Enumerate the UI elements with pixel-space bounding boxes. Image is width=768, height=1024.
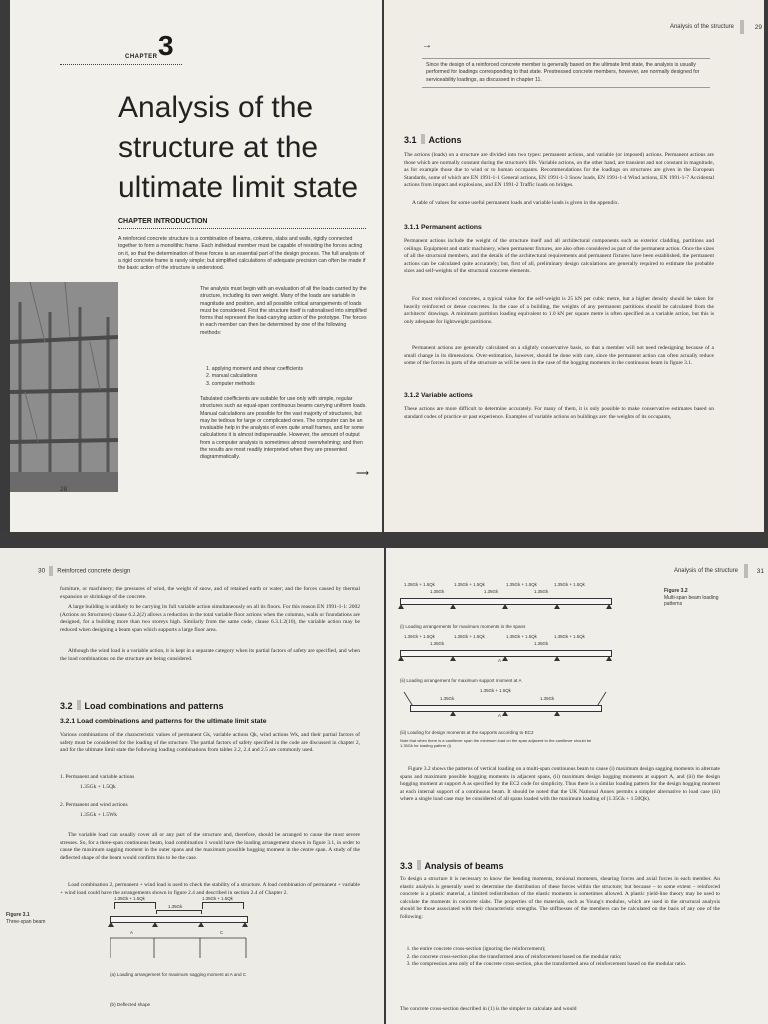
- load-label-low: 1.35Gk: [484, 589, 499, 594]
- support-icon: [450, 656, 456, 661]
- support-icon: [108, 922, 114, 927]
- figure-caption: Three-span beam: [6, 919, 46, 925]
- section-3-1-2-heading: 3.1.2 Variable actions: [404, 392, 473, 399]
- figure-note: Note that when there is a cantilever span the minimum load on the span adjacent to the cantilever should be 1.35Gk for loading pattern (i): [400, 738, 592, 748]
- bottom-spread: [0, 548, 768, 1024]
- building-frame-image: [10, 282, 118, 492]
- intro-paragraph-3: Tabulated coefficients are suitable for use only with simple, regular structures such as equal-span continuous beams carrying uniform loads. Manual calculations are possible for the vast majority of structures, but may be tedious for large or complicated ones. The computer can be an invaluable help in the analysis of even quite small frames, and for some calculations it is almost indispensable. However, the amount of output from a computer analysis is sometimes almost overwhelming; and then the results are most readily interpreted when they are presented diagrammatically.: [200, 396, 367, 461]
- chapter-label: CHAPTER: [125, 54, 158, 60]
- load-label-low: 1.35Gk: [534, 641, 549, 646]
- intro-paragraph-2: The analysis must begin with an evaluation of all the loads carried by the structure, including its own weight. Many of the loads are variable in magnitude and position, and all possible critical arrangements of loads must be considered. First the structure itself is rationalised into simplified forms that represent the load-carrying action of the prototype. The forces in each member can then be determined by one of the following methods:: [200, 286, 367, 336]
- point-c-label: C: [220, 930, 224, 935]
- load-label-mid: 1.35Gk: [168, 904, 183, 909]
- page-30: [0, 548, 384, 1024]
- support-icon: [398, 604, 404, 609]
- figure-subcaption-iii: (iii) Loading for design moments at the supports according to EC2: [400, 730, 534, 735]
- stiffness-list: [400, 946, 720, 969]
- support-a-label: A: [498, 713, 501, 718]
- load-label-low: 1.35Gk: [430, 641, 445, 646]
- page-number: 31: [756, 568, 764, 575]
- combo-2-label: 2. Permanent and wind actions: [60, 802, 128, 808]
- support-icon: [502, 711, 508, 716]
- section-title: Load combinations and patterns: [84, 701, 224, 711]
- section-number: 3.3: [400, 861, 413, 871]
- note-box: Since the design of a reinforced concrete member is generally based on the ultimate limit state, the analysis is usually performed for loadings corresponding to that state. Prestressed concrete members, however, are normally designed for serviceability loadings, as discussed in chapter 11.: [422, 58, 710, 88]
- chapter-title-line3: ultimate limit state: [118, 171, 359, 204]
- paragraph-1: Figure 3.2 shows the patterns of vertical loading on a multi-span continuous beam to cause (i) maximum design sagging moments in alternate spans and maximum possible hogging moments in adjacent spans, (ii) maximum design hogging moments at support A, and (iii) the design hogging moment at support A as specified by the EC2 code for simplicity. Thus there is a similar loading pattern for the design hogging moment at each internal support of a continuous beam. It should be noted that the UK National Annex permits a simpler alternative to load case (iii) where a single load case may be considered of all spans loaded with the maximum loading of (1.35Gk + 1.50Qk).: [400, 766, 720, 802]
- figure-3-2-iii: [400, 688, 650, 762]
- header-bar: [744, 564, 748, 578]
- section-bar: [77, 700, 81, 710]
- running-header: Analysis of the structure: [673, 568, 738, 574]
- load-label-low: 1.35Gk: [540, 696, 555, 701]
- page-28: [10, 0, 382, 532]
- section-title: Analysis of beams: [424, 861, 504, 871]
- load-label-low: 1.35Gk: [430, 589, 445, 594]
- section-3-2-1-text-2: The variable load can usually cover all or any part of the structure and, therefore, should be arranged to cause the most severe stresses. So, for a three-span continuous beam, load combination 1 would have the loading arrangement shown in figure 3.1, in order to cause the maximum sagging moment in the outer spans and the maximum possible hogging moment in the centre span. A study of the deflected shape of the beam would confirm this to be the case.: [60, 832, 360, 861]
- point-a-label: A: [130, 930, 133, 935]
- support-icon: [554, 711, 560, 716]
- support-icon: [554, 656, 560, 661]
- load-label: 1.35Gk + 1.5Qk: [554, 582, 585, 587]
- section-3-1-1-text-3: Permanent actions are generally calculated on a slightly conservative basis, so that a member will not need redesigning because of a small change in its dimensions. Over-estimation, however, should be done with care, since the permanent action can often actually reduce some of the forces in parts of the structure as will be seen in the case of the hogging moments in the continuous beam in figure 3.1.: [404, 345, 714, 366]
- load-label: 1.35Gk + 1.5Qk: [454, 582, 485, 587]
- header-page-number: [38, 566, 130, 576]
- section-3-1-text-2: A table of values for some useful permanent loads and variable loads is given in the appendix.: [412, 200, 619, 206]
- section-number: 3.1: [404, 135, 417, 145]
- method-item: 3. computer methods: [206, 380, 255, 387]
- section-3-2-1-heading: 3.2.1 Load combinations and patterns for the ultimate limit state: [60, 718, 267, 725]
- page-number: 28: [60, 486, 68, 493]
- load-label: 1.35Gk + 1.5Qk: [404, 582, 435, 587]
- beam: [110, 916, 248, 923]
- figure-label: Figure 3.2: [664, 588, 688, 594]
- load-label: 1.35Gk + 1.5Qk: [454, 634, 485, 639]
- support-icon: [152, 922, 158, 927]
- figure-subcaption-i: (i) Loading arrangements for maximum moments in the spans: [400, 624, 526, 629]
- support-icon: [502, 604, 508, 609]
- section-3-1-1-text-2: For most reinforced concretes, a typical value for the self-weight is 25 kN per cubic metre, but a higher density should be taken for heavily reinforced or dense concretes. In the case of a building, the weights of any permanent partitions should be calculated from the architects' drawings. A minimum partition loading equivalent to 1.0 kN per square metre is often specified as a variable action, but this is only adequate for lightweight partitions.: [404, 296, 714, 325]
- page-31: [386, 548, 768, 1024]
- list-item: 3. the compression area only of the concrete cross-section, plus the transformed area of reinforcement based on the modular ratio.: [412, 961, 720, 969]
- load-label-low: 1.35Gk: [534, 589, 549, 594]
- list-item: 1. the entire concrete cross-section (ignoring the reinforcement);: [412, 946, 720, 954]
- chapter-dots: [60, 64, 182, 65]
- method-item: 2. manual calculations: [206, 373, 258, 380]
- support-icon: [198, 922, 204, 927]
- section-3-2-1-text: Various combinations of the characteristic values of permanent Gk, variable actions Qk, wind actions Wk, and their partial factors of safety must be considered for the loading of the structure. The partial factors of safety specified in the code are discussed in chapter 2, and for the ultimate limit state the following loading combinations from tables 2.2, 2.4 and 2.5 are commonly used.: [60, 732, 360, 753]
- paragraph-1: furniture, or machinery; the pressures of wind, the weight of snow, and of retained earth or water; and the forces caused by thermal expansion or shrinkage of the concrete.: [60, 586, 360, 600]
- chapter-title-line2: structure at the: [118, 131, 319, 164]
- section-3-1-1-heading: 3.1.1 Permanent actions: [404, 224, 482, 231]
- figure-caption: Multi-span beam loading patterns: [664, 595, 719, 607]
- load-block-right: [202, 902, 244, 909]
- combo-1-label: 1. Permanent and variable actions: [60, 774, 135, 780]
- paragraph-3: The concrete cross-section described in (1) is the simpler to calculate and would: [400, 1006, 577, 1012]
- page-29: [384, 0, 764, 532]
- section-bar: [417, 860, 421, 870]
- load-label: 1.35Gk + 1.5Qk: [404, 634, 435, 639]
- section-3-2-heading: [60, 696, 224, 714]
- section-3-3-heading: [400, 856, 504, 874]
- numbered-list: [400, 946, 720, 969]
- continue-arrow-icon: ⟶: [356, 468, 369, 478]
- paragraph-3: Although the wind load is a variable action, it is kept in a separate category when its partial factors of safety are specified, and when the load combinations on the structure are being considered.: [60, 648, 360, 662]
- section-3-1-heading: [404, 130, 462, 148]
- paragraph-2: To design a structure it is necessary to know the bending moments, torsional moments, shearing forces and axial forces in each member. An elastic analysis is generally used to determine the distribution of these forces within the structure; but because – to some extent – reinforced concrete is a plastic material, a limited redistribution of the elastic moments is sometimes allowed. A plastic yield-line theory may be used to calculate the moments in concrete slabs. The properties of the materials, such as Young's modulus, which are used in the structural analysis should be those associated with their characteristic strengths. The stiffnesses of the members can be calculated on the basis of any one of the following:: [400, 876, 720, 920]
- load-label: 1.35Gk + 1.5Qk: [202, 896, 233, 901]
- figure-label: Figure 3.1: [6, 912, 30, 918]
- load-label: 1.35Gk + 1.5Qk: [480, 688, 511, 693]
- support-a-label: A: [498, 658, 501, 663]
- support-icon: [502, 656, 508, 661]
- chapter-title-line1: Analysis of the: [118, 91, 314, 124]
- load-label: 1.35Gk + 1.5Qk: [506, 634, 537, 639]
- section-bar: [421, 134, 425, 144]
- load-label: 1.35Gk + 1.5Qk: [114, 896, 145, 901]
- intro-dots: [118, 228, 366, 229]
- load-label: 1.35Gk + 1.5Qk: [554, 634, 585, 639]
- building-photo: [10, 282, 118, 492]
- page-number: 29: [754, 24, 762, 31]
- figure-subcaption-ii: (ii) Loading arrangement for maximum support moment at A: [400, 678, 522, 683]
- running-header: Analysis of the structure: [669, 24, 734, 30]
- paragraph-2: A large building is unlikely to be carrying its full variable action simultaneously on all its floors. For this reason EN 1991-1-1: 2002 (Actions on Structures) clause 6.2.2(2) allows a reduction in the total variable floor actions when the columns, walls or foundations are designed, for a building more than two storeys high. Similarly from the same code, clause 6.3.1.2(10), the variable action may be reduced when designing a beam span which supports a large floor area.: [60, 604, 360, 633]
- figure-3-2-i: [400, 582, 650, 642]
- support-icon: [450, 604, 456, 609]
- combo-2-equation: 1.35Gk + 1.5Wk: [80, 812, 118, 818]
- support-icon: [554, 604, 560, 609]
- figure-subcaption-b: (b) Deflected shape: [110, 1002, 151, 1007]
- intro-paragraph-1: A reinforced concrete structure is a combination of beams, columns, slabs and walls, rigidly connected together to form a monolithic frame. Each individual member must be capable of resisting the forces acting on it, so that the determination of these forces is an essential part of the design process. The full analysis of a rigid concrete frame is rarely simple; but simplified calculations of adequate precision can often be made if the basic action of the structure is understood.: [118, 236, 366, 272]
- support-icon: [450, 711, 456, 716]
- header-bar: [49, 566, 53, 576]
- figure-subcaption-a: (a) Loading arrangement for maximum sagging moment at A and C: [110, 972, 247, 977]
- chapter-number: 3: [158, 30, 174, 61]
- methods-list: [206, 366, 356, 388]
- header-bar: [740, 20, 744, 34]
- moment-arrows: [110, 936, 250, 966]
- load-block-mid: [156, 910, 202, 914]
- support-icon: [242, 922, 248, 927]
- support-icon: [606, 656, 612, 661]
- support-icon: [398, 656, 404, 661]
- list-item: 2. the concrete cross-section plus the transformed area of reinforcement based on the modular ratio;: [412, 954, 720, 962]
- section-number: 3.2: [60, 701, 73, 711]
- figure-3-1: [110, 896, 260, 1016]
- running-header: Reinforced concrete design: [57, 568, 131, 575]
- intro-heading: CHAPTER INTRODUCTION: [118, 218, 208, 225]
- support-icon: [606, 604, 612, 609]
- figure-3-2-ii: [400, 634, 650, 694]
- section-3-1-text: The actions (loads) on a structure are divided into two types: permanent actions, and variable (or imposed) actions. Permanent actions are those which are normally constant during the structure's life. Variable actions, on the other hand, are transient and not constant in magnitude, as for example those due to wind or to human occupants. Recommendations for the loadings on structures are given in the European Standards, some of which are EN 1991-1-1 General actions, EN 1991-1-3 Snow loads, EN 1991-1-4 Wind actions, EN 1991-1-7 Accidental actions from impact and explosions, and EN 1991-2 Traffic loads on bridges.: [404, 152, 714, 188]
- section-title: Actions: [428, 135, 462, 145]
- note-arrow-icon: →: [422, 40, 432, 51]
- method-item: 1. applying moment and shear coefficients: [206, 366, 304, 372]
- load-block-left: [114, 902, 156, 909]
- combo-1-equation: 1.35Gk + 1.5Qk: [80, 784, 116, 790]
- section-3-1-2-text: These actions are more difficult to determine accurately. For many of them, it is only possible to make conservative estimates based on standard codes of practice or past experience. Examples of variable actions on buildings are: the weights of its occupants,: [404, 406, 714, 420]
- load-label: 1.35Gk + 1.5Qk: [506, 582, 537, 587]
- page-number: 30: [38, 567, 46, 575]
- section-3-1-1-text: Permanent actions include the weight of the structure itself and all architectural components such as exterior cladding, partitions and ceilings. Equipment and static machinery, when permanent fixtures, are also often considered as part of the permanent action. Once the sizes of all the structural members, and the details of the architectural requirements and permanent fixtures have been established, the permanent actions can be calculated quite accurately; but, first of all, preliminary design calculations are generally required to estimate the probable sizes and self-weights of the structural concrete elements.: [404, 238, 714, 274]
- section-3-2-1-text-3: Load combination 2, permanent + wind load is used to check the stability of a structure. A load combination of permanent + variable + wind load could have the arrangements shown in figure 2.4 and described in section 2.4 of Chapter 2.: [60, 882, 360, 896]
- load-label-low: 1.35Gk: [440, 696, 455, 701]
